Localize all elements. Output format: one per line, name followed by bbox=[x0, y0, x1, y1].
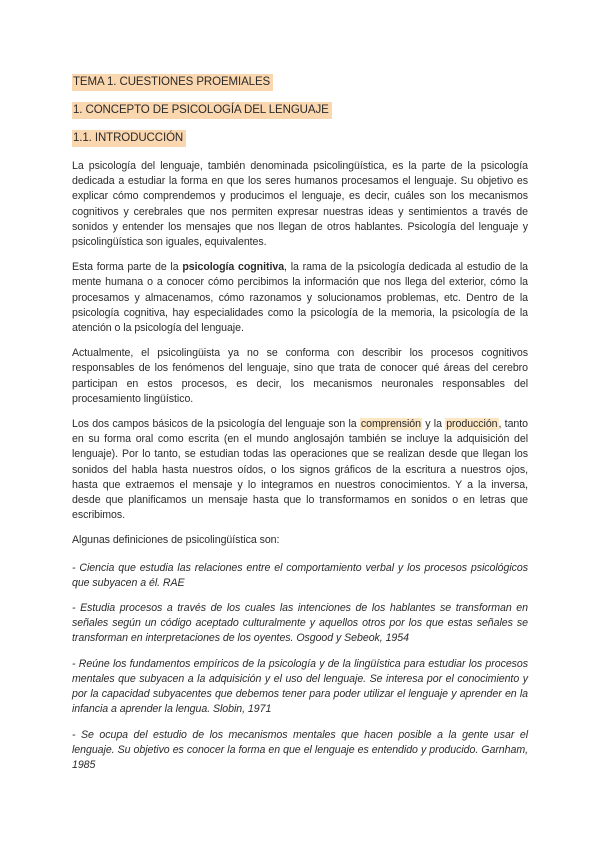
chapter-heading: TEMA 1. CUESTIONES PROEMIALES bbox=[72, 74, 273, 91]
paragraph-cognitive bbox=[72, 260, 528, 336]
subsection-heading: 1.1. INTRODUCCIÓN bbox=[72, 130, 186, 147]
paragraph-fields bbox=[72, 417, 528, 523]
highlight-term: comprensión bbox=[360, 418, 421, 431]
paragraph-text: Los dos campos básicos de la psicología del lenguaje son la bbox=[72, 418, 360, 431]
document-page bbox=[72, 68, 528, 773]
paragraph-definitions-intro: Algunas definiciones de psicolingüística son: bbox=[72, 534, 280, 547]
highlight-term: producción bbox=[446, 418, 498, 431]
definitions-list bbox=[72, 561, 528, 773]
definition-item: - Estudia procesos a través de los cuales las intenciones de los hablantes se transforman en señales según un código aceptado culturalmente y aquellos otros por los que estas señales se transforman en interpretaciones de los oyentes. Osgood y Sebeok, 1954 bbox=[72, 602, 528, 645]
definition-item: - Ciencia que estudia las relaciones entre el comportamiento verbal y los procesos psicológicos que subyacen a él. RAE bbox=[72, 561, 528, 589]
paragraph-text: y la bbox=[422, 418, 446, 431]
paragraph-neural: Actualmente, el psicolingüista ya no se conforma con describir los procesos cognitivos responsables de los fenómenos del lenguaje, sino que trata de conocer qué áreas del cerebro participan en estos procesos, es decir, los mecanismos neuronales responsables del procesamiento lingüístico. bbox=[72, 347, 528, 405]
definition-item: - Se ocupa del estudio de los mecanismos mentales que hacen posible a la gente usar el lenguaje. Su objetivo es conocer la forma en que el lenguaje es entendido y producido. Garnham, 1985 bbox=[72, 728, 528, 771]
paragraph-definition: La psicología del lenguaje, también denominada psicolingüística, es la parte de la psicología dedicada a estudiar la forma en que los seres humanos procesamos el lenguaje. Su objetivo es explicar cómo comprendemos y producimos el lenguaje, es decir, cuáles son los mecanismos cognitivos y cerebrales que nos permiten expresar nuestras ideas y sentimientos a través de sonidos y entender los mensajes que nos llegan de otros hablantes. Psicología del lenguaje y psicolingüística son iguales, equivalentes. bbox=[72, 160, 528, 249]
paragraph-text: , tanto en su forma oral como escrita (en el mundo anglosajón también se incluye la adquisición del lenguaje). Por lo tanto, se estudian todas las operaciones que se realizan desde que llegan los sonidos del habla hasta nuestros oídos, o los signos gráficos de la escritura a nuestros ojos, hasta que extraemos el mensaje y lo integramos en nuestros conocimientos. Y a la inversa, desde que planificamos un mensaje hasta que lo transformamos en sonidos o en letras que escribimos. bbox=[72, 418, 528, 522]
heading-block-concepto bbox=[72, 100, 528, 119]
definition-item: - Reúne los fundamentos empíricos de la psicología y de la lingüística para estudiar los procesos mentales que subyacen a la adquisición y el uso del lenguaje. Se interesa por el conocimiento y por la capacidad subyacentes que debemos tener para poder utilizar el lenguaje y aprender en la infancia a aprender la lengua. Slobin, 1971 bbox=[72, 657, 528, 716]
paragraph-text: Esta forma parte de la bbox=[72, 261, 183, 274]
bold-term: psicología cognitiva bbox=[182, 261, 285, 274]
section-heading: 1. CONCEPTO DE PSICOLOGÍA DEL LENGUAJE bbox=[72, 102, 332, 119]
heading-block-tema bbox=[72, 72, 528, 91]
heading-block-intro bbox=[72, 128, 528, 147]
paragraph-text: , la rama de la psicología dedicada al estudio de la mente humana o a conocer cómo percibimos la información que nos llega del exterior, cómo la procesamos y almacenamos, cómo razonamos y solucionamos problemas, etc. Dentro de la psicología cognitiva, hay especialidades como la psicología de la memoria, la psicología de la atención o la psicología del lenguaje. bbox=[72, 261, 528, 335]
